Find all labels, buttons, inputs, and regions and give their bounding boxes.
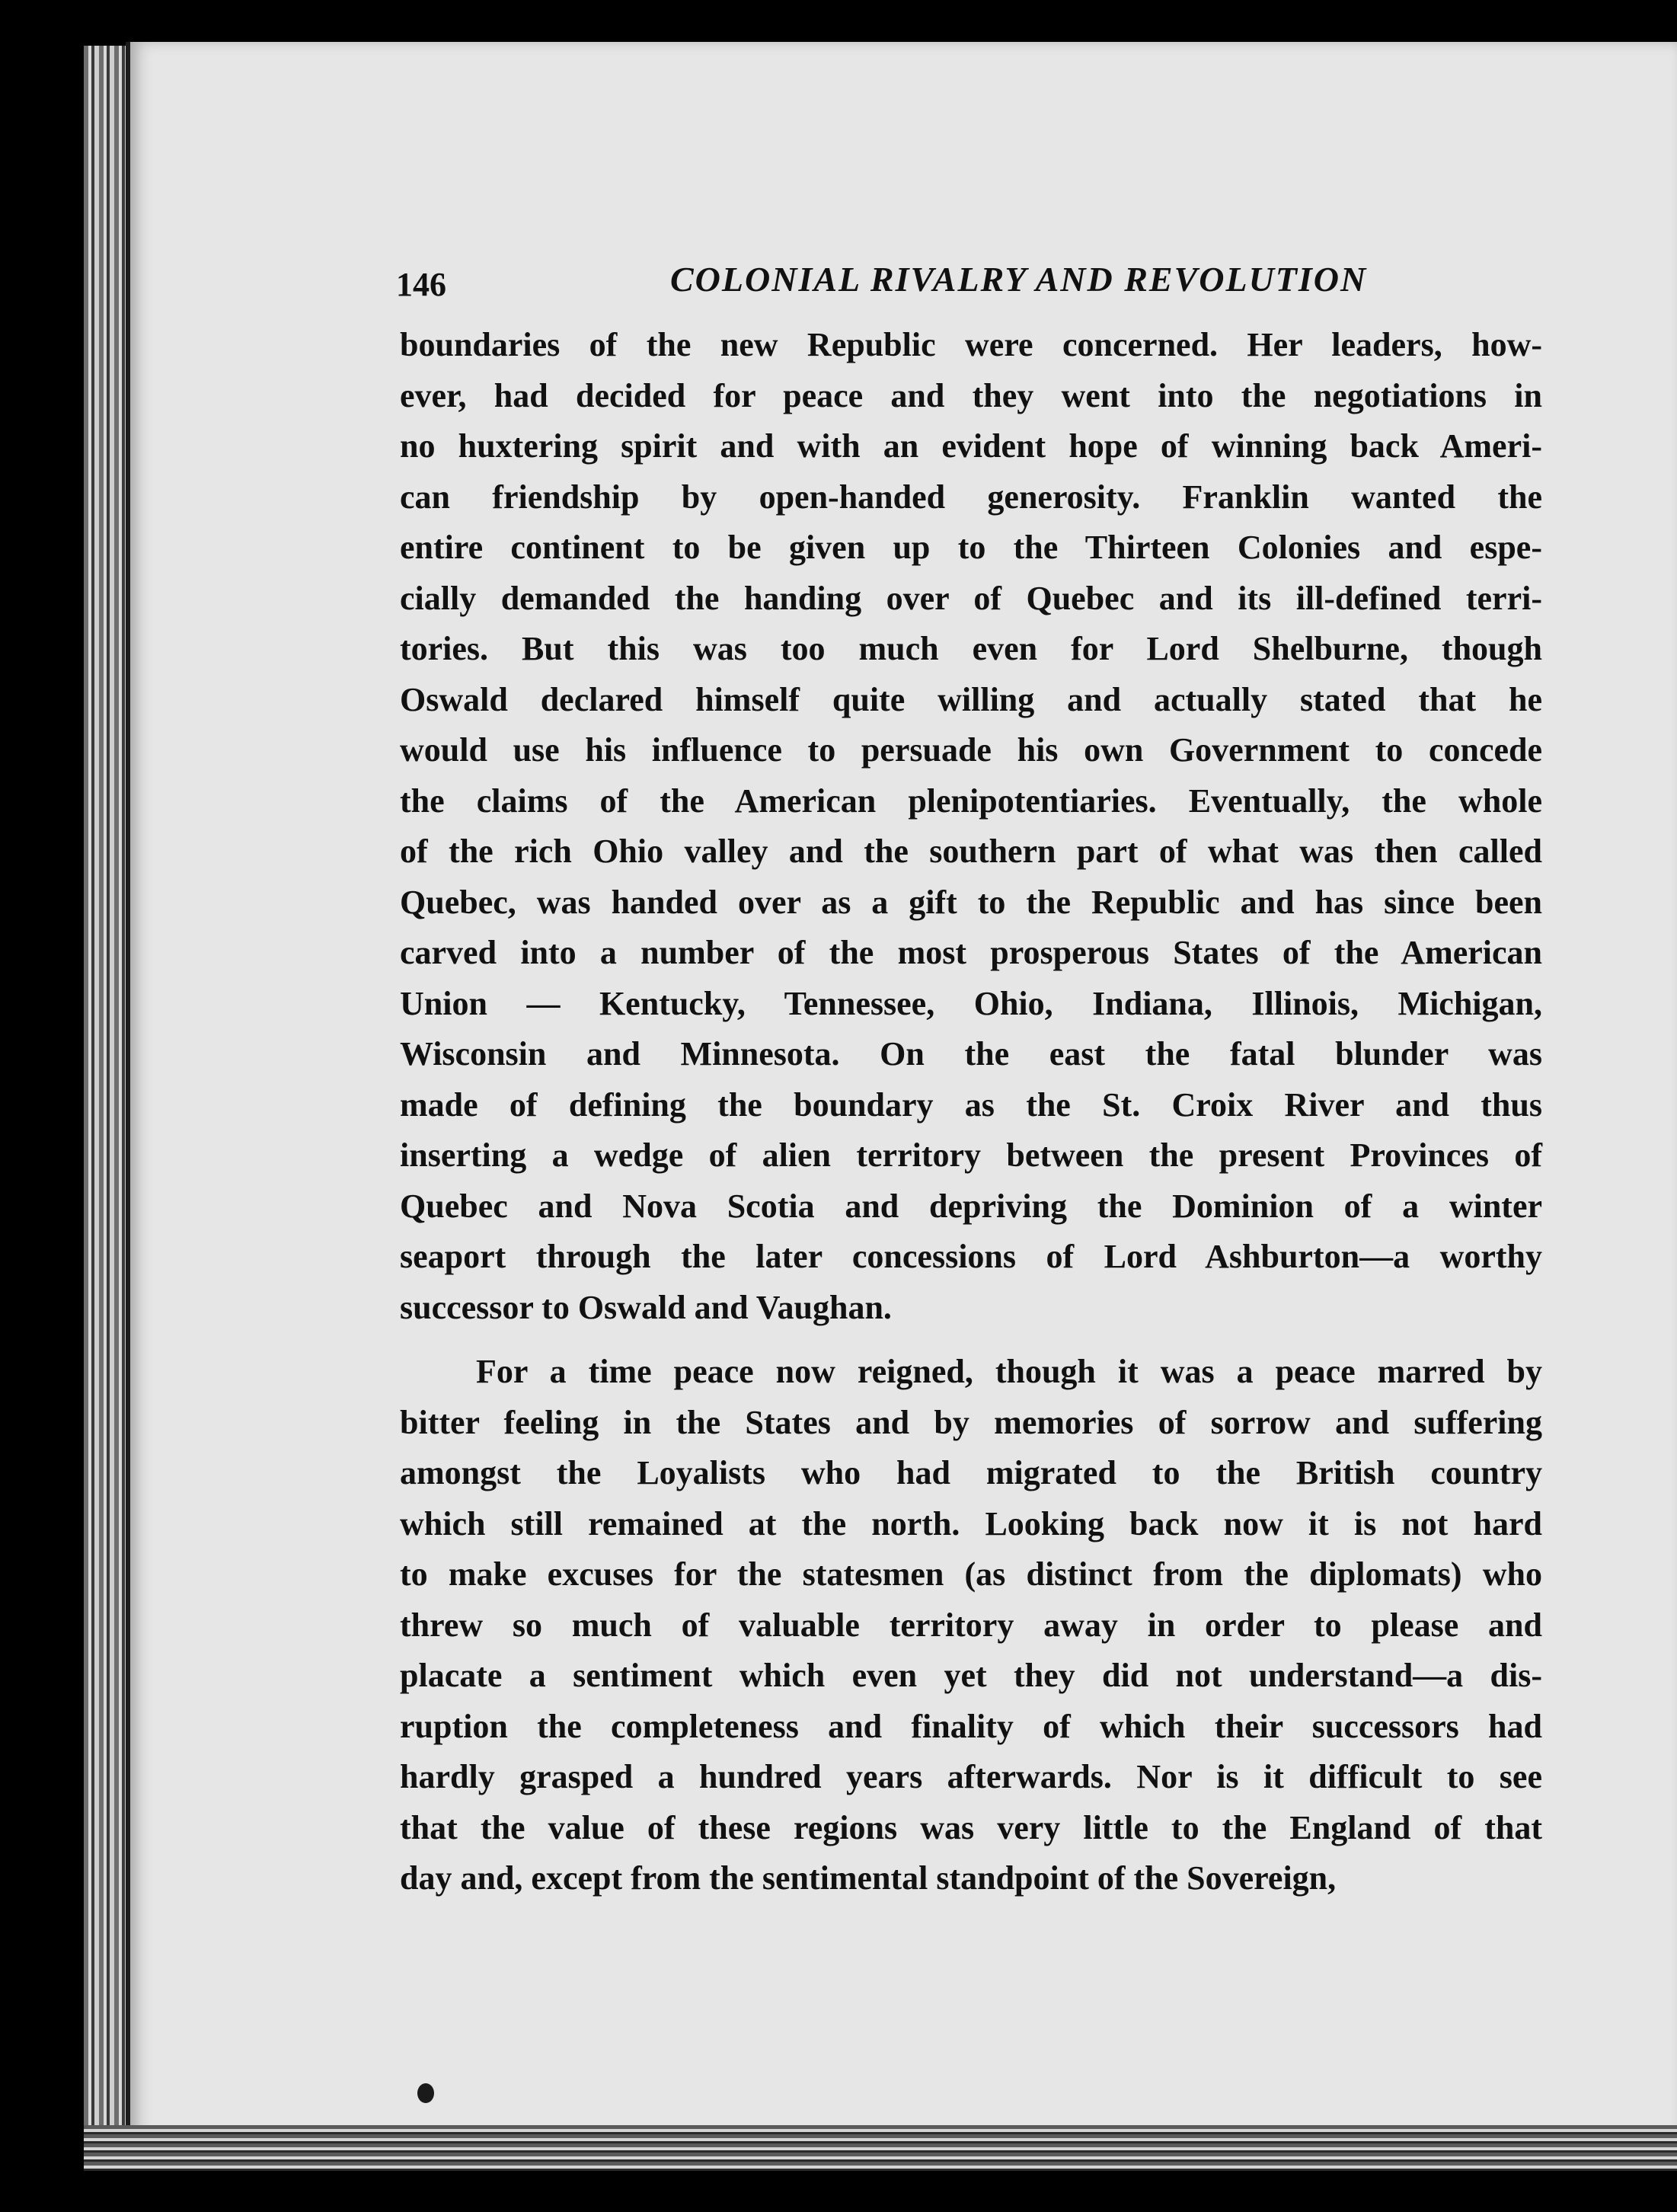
text-line: ruption the completeness and finality of which their successors had (400, 1707, 1542, 1745)
text-line: no huxtering spirit and with an evident hope of winning back Ameri- (400, 427, 1542, 465)
text-line: amongst the Loyalists who had migrated to the British country (400, 1454, 1542, 1491)
text-line: would use his influence to persuade his own Government to concede (400, 731, 1542, 769)
paragraph (400, 320, 1542, 1333)
text-line: carved into a number of the most prosperous States of the American (400, 934, 1542, 971)
page-stack-edge (84, 46, 129, 2148)
text-line: cially demanded the handing over of Quebec and its ill-defined terri- (400, 579, 1542, 617)
text-line: threw so much of valuable territory away in order to please and (400, 1606, 1542, 1644)
paragraph-gap (400, 1333, 1542, 1347)
ink-speck (417, 2083, 434, 2103)
text-line: can friendship by open-handed generosity. Franklin wanted the (400, 478, 1542, 516)
paragraph (400, 1347, 1542, 1904)
text-line: the claims of the American plenipotentiaries. Eventually, the whole (400, 782, 1542, 820)
text-line: placate a sentiment which even yet they did not understand—a dis- (400, 1657, 1542, 1694)
running-head: COLONIAL RIVALRY AND REVOLUTION (670, 260, 1368, 299)
text-line: Oswald declared himself quite willing and actually stated that he (400, 680, 1542, 718)
text-line: Quebec, was handed over as a gift to the Republic and has since been (400, 883, 1542, 921)
text-line: tories. But this was too much even for Lord Shelburne, though (400, 630, 1542, 667)
body-text (400, 320, 1542, 1904)
text-line: of the rich Ohio valley and the southern part of what was then called (400, 833, 1542, 870)
text-line: day and, except from the sentimental standpoint of the Sovereign, (400, 1859, 1337, 1897)
text-line: For a time peace now reigned, though it was a peace marred by (476, 1353, 1542, 1390)
text-line: bitter feeling in the States and by memories of sorrow and suffering (400, 1403, 1542, 1441)
text-line: hardly grasped a hundred years afterwards. Nor is it difficult to see (400, 1758, 1542, 1795)
text-line: boundaries of the new Republic were concerned. Her leaders, how- (400, 326, 1542, 363)
page-number: 146 (396, 266, 446, 303)
text-line: entire continent to be given up to the Thirteen Colonies and espe- (400, 529, 1542, 566)
text-line: successor to Oswald and Vaughan. (400, 1288, 892, 1326)
text-line: ever, had decided for peace and they went into the negotiations in (400, 376, 1542, 414)
page-bottom-edge (84, 2125, 1677, 2171)
text-line: seaport through the later concessions of Lord Ashburton—a worthy (400, 1238, 1542, 1275)
text-line: that the value of these regions was very little to the England of that (400, 1808, 1542, 1846)
text-line: which still remained at the north. Looking back now it is not hard (400, 1504, 1542, 1542)
page-header (396, 259, 1630, 312)
text-line: Union — Kentucky, Tennessee, Ohio, Indiana, Illinois, Michigan, (400, 984, 1542, 1022)
text-line: made of defining the boundary as the St. Croix River and thus (400, 1085, 1542, 1124)
text-line: Quebec and Nova Scotia and depriving the Dominion of a winter (400, 1187, 1542, 1225)
text-line: Wisconsin and Minnesota. On the east the fatal blunder was (400, 1035, 1542, 1072)
text-line: to make excuses for the statesmen (as distinct from the diplomats) who (400, 1555, 1542, 1593)
text-line: inserting a wedge of alien territory between the present Provinces of (400, 1136, 1542, 1174)
